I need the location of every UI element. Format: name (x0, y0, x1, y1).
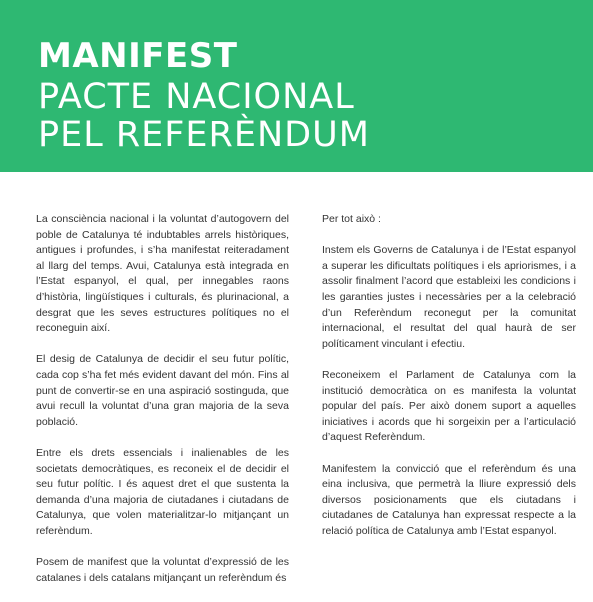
document-title: MANIFEST (38, 36, 238, 76)
document-subtitle-line-2: PEL REFERÈNDUM (38, 115, 370, 155)
left-column (36, 212, 289, 602)
paragraph: El desig de Catalunya de decidir el seu futur polític, cada cop s’ha fet més evident davant del món. Fins al punt de convertir-se en una aspiració sostinguda, que avui recull la voluntat d’una gran majoria de la seva població. (36, 353, 289, 428)
lead-paragraph: Per tot això : (322, 213, 381, 225)
paragraph: Reconeixem el Parlament de Catalunya com la institució democràtica on es manifesta la voluntat popular del país. Per això donem suport a aquelles iniciatives i acords que hi sorgeixin per a l’articulació d’aquest Referèndum. (322, 368, 576, 444)
header-banner (0, 0, 593, 172)
paragraph: Instem els Governs de Catalunya i de l’Estat espanyol a superar les dificultats polítiques i els apriorismes, i a assolir finalment l’acord que estableixi les condicions i les garanties justes i necessàries per a la celebració d’un Referèndum reconegut per la comunitat internacional, el resultat del qual haurà de ser políticament vinculant i efectiu. (322, 244, 576, 350)
paragraph: Manifestem la convicció que el referèndum és una eina inclusiva, que permetrà la lliure expressió dels diversos posicionaments que els ciutadans i ciutadanes de Catalunya han expressat respecte a la relació política de Catalunya amb l’Estat espanyol. (322, 462, 576, 537)
paragraph: Posem de manifest que la voluntat d’expressió de les catalanes i dels catalans mitjançant un referèndum és (36, 556, 289, 584)
document-subtitle-line-1: PACTE NACIONAL (38, 77, 355, 117)
paragraph: La consciència nacional i la voluntat d’autogovern del poble de Catalunya té indubtables arrels històriques, antigues i profundes, i s’ha manifestat reiteradament al llarg del temps. Avui, Catalunya està integrada en l’Estat espanyol, el qual, per innegables raons d’història, lingüístiques i culturals, és plurinacional, a desgrat que les seves estructures polítiques no el reconeguin així. (36, 213, 289, 335)
right-column (322, 212, 576, 555)
paragraph: Entre els drets essencials i inalienables de les societats democràtiques, es reconeix el de decidir el seu futur polític. I és aquest dret el que sustenta la demanda d’una majoria de ciutadanes i ciutadans de Catalunya, que volen materialitzar-lo mitjançant un referèndum. (36, 446, 289, 537)
